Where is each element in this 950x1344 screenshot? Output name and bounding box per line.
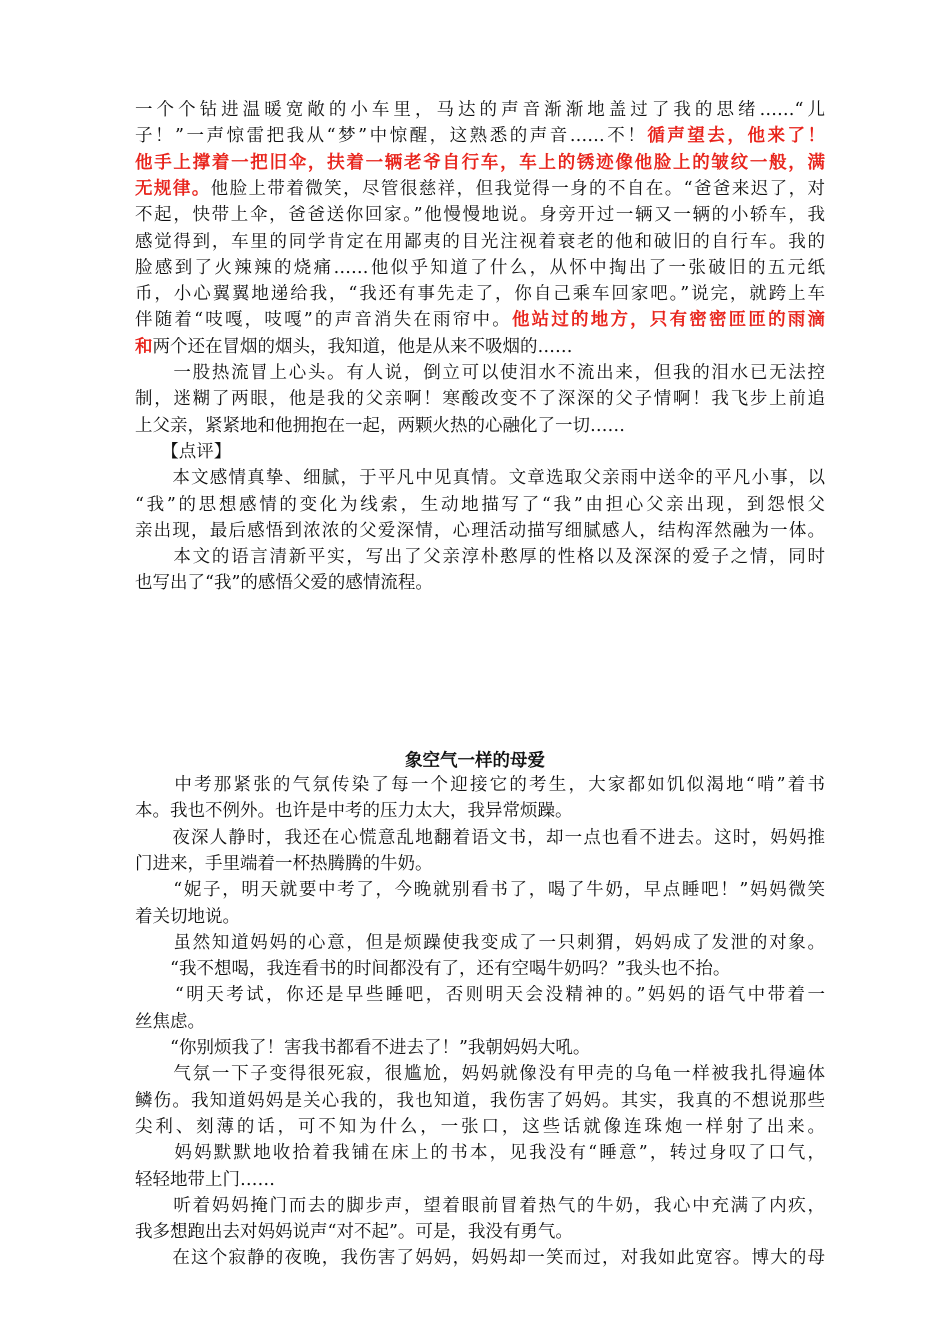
text-line: [135, 465, 825, 491]
text-segment: 亲出现，最后感悟到浓浓的父爱深情，心理活动描写细腻感人，结构浑然融为一体。: [135, 520, 825, 541]
text-segment: 本文的语言清新平实，写出了父亲淳朴憨厚的性格以及深深的爱子之情，同时: [135, 547, 825, 568]
text-segment: 着关切地说。: [135, 906, 240, 927]
text-segment: 一个个钻进温暖宽敞的小车里，马达的声音渐渐地盖过了我的思绪……“儿: [135, 100, 825, 120]
text-line: [135, 281, 825, 307]
text-line: [135, 798, 825, 824]
text-segment: 在这个寂静的夜晚，我伤害了妈妈，妈妈却一笑而过，对我如此宽容。博大的母: [135, 1248, 825, 1269]
text-line: [135, 386, 825, 412]
text-segment: 上父亲，紧紧地和他拥抱在一起，两颗火热的心融化了一切……: [135, 415, 625, 436]
text-line: [135, 1009, 825, 1035]
text-segment: 币，小心翼翼地递给我，“我还有事先走了，你自己乘车回家吧。”说完，就跨上车: [135, 284, 825, 305]
text-segment: 本。我也不例外。也许是中考的压力太大，我异常烦躁。: [135, 801, 573, 822]
text-line: [135, 825, 825, 851]
text-segment: 子！”一声惊雷把我从“梦”中惊醒，这熟悉的声音……不！: [135, 126, 648, 147]
text-segment: 他脸上带着微笑，尽管很慈祥，但我觉得一身的不自在。“爸爸来迟了，对: [210, 178, 825, 199]
text-segment: 也写出了“我”的感悟父爱的感情流程。: [135, 573, 433, 594]
text-line: [135, 518, 825, 544]
text-segment: 不起，快带上伞，爸爸送你回家。”他慢慢地说。身旁开过一辆又一辆的小轿车，我: [135, 205, 825, 226]
text-segment: 鳞伤。我知道妈妈是关心我的，我也知道，我伤害了妈妈。其实，我真的不想说那些: [135, 1090, 825, 1111]
text-segment: 中考那紧张的气氛传染了每一个迎接它的考生，大家都如饥似渴地“啃”着书: [135, 775, 825, 795]
text-line: [135, 877, 825, 903]
highlighted-text: 循声望去，他来了！: [647, 126, 825, 147]
text-line: [135, 1219, 825, 1245]
text-line: [135, 1193, 825, 1219]
highlighted-text: 他手上撑着一把旧伞，扶着一辆老爷自行车，车上的锈迹像他脸上的皱纹一般，满: [135, 152, 825, 173]
text-line: [135, 956, 825, 982]
highlighted-text: 他站过的地方，只有密密匝匝的雨滴: [511, 310, 825, 331]
text-segment: 轻轻地带上门……: [135, 1169, 275, 1190]
highlighted-text: 无规律。: [135, 178, 211, 199]
text-line: [135, 1140, 825, 1166]
highlighted-text: 和: [135, 336, 153, 357]
essay-title: 象空气一样的母爱: [405, 751, 545, 771]
text-segment: 气氛一下子变得很死寂，很尴尬，妈妈就像没有甲壳的乌龟一样被我扎得遍体: [135, 1064, 825, 1085]
text-line: [135, 229, 825, 255]
text-line: [135, 150, 825, 176]
text-segment: “明天考试，你还是早些睡吧，否则明天会没精神的。”妈妈的语气中带着一: [135, 985, 825, 1006]
text-line: [135, 307, 825, 333]
text-line: [135, 1245, 825, 1271]
text-segment: 两个还在冒烟的烟头，我知道，他是从来不吸烟的……: [152, 336, 573, 357]
text-line: [135, 492, 825, 518]
text-line: [135, 97, 825, 123]
text-line: [135, 772, 825, 798]
text-segment: 伴随着“吱嘎，吱嘎”的声音消失在雨帘中。: [135, 310, 512, 331]
text-line: [135, 1035, 825, 1061]
text-segment: 尖利、刻薄的话，可不知为什么，一张口，这些话就像连珠炮一样射了出来。: [135, 1116, 825, 1137]
text-segment: 妈妈默默地收拾着我铺在床上的书本，见我没有“睡意”，转过身叹了口气，: [135, 1143, 825, 1164]
text-segment: “妮子，明天就要中考了，今晚就别看书了，喝了牛奶，早点睡吧！”妈妈微笑: [135, 880, 825, 901]
text-segment: 听着妈妈掩门而去的脚步声，望着眼前冒着热气的牛奶，我心中充满了内疚，: [135, 1195, 825, 1216]
text-line: [135, 439, 825, 465]
text-segment: 我多想跑出去对妈妈说声“对不起”。可是，我没有勇气。: [135, 1222, 573, 1243]
text-line: [135, 930, 825, 956]
text-line: [135, 202, 825, 228]
text-line: [135, 123, 825, 149]
text-segment: 一股热流冒上心头。有人说，倒立可以使泪水不流出来，但我的泪水已无法控: [135, 363, 825, 383]
text-segment: “我不想喝，我连看书的时间都没有了，还有空喝牛奶吗？”我头也不抬。: [135, 959, 731, 980]
text-line: [135, 334, 825, 360]
text-line: [135, 1114, 825, 1140]
text-segment: 夜深人静时，我还在心慌意乱地翻着语文书，却一点也看不进去。这时，妈妈推: [135, 827, 825, 848]
text-segment: “我”的思想感情的变化为线索，生动地描写了“我”由担心父亲出现，到怨恨父: [135, 494, 825, 515]
text-line: [135, 1167, 825, 1193]
text-line: [135, 255, 825, 281]
text-segment: 虽然知道妈妈的心意，但是烦躁使我变成了一只刺猬，妈妈成了发泄的对象。: [135, 932, 825, 953]
text-line: [135, 544, 825, 570]
text-segment: 脸感到了火辣辣的烧痛……他似乎知道了什么，从怀中掏出了一张破旧的五元纸: [135, 257, 825, 278]
text-line: [135, 851, 825, 877]
text-line: [135, 570, 825, 596]
text-line: [135, 413, 825, 439]
text-line: [135, 176, 825, 202]
text-line: [135, 1061, 825, 1087]
text-segment: “你别烦我了！害我书都看不进去了！”我朝妈妈大吼。: [135, 1038, 591, 1058]
text-segment: 门进来，手里端着一杯热腾腾的牛奶。: [135, 853, 433, 874]
text-segment: 【点评】: [135, 441, 232, 462]
text-segment: 丝焦虑。: [135, 1011, 205, 1032]
text-segment: 本文感情真挚、细腻，于平凡中见真情。文章选取父亲雨中送伞的平凡小事，以: [135, 468, 825, 489]
text-line: [135, 904, 825, 930]
text-line: [135, 360, 825, 386]
text-line: [135, 982, 825, 1008]
text-segment: 感觉得到，车里的同学肯定在用鄙夷的目光注视着衰老的他和破旧的自行车。我的: [135, 231, 825, 252]
text-line: [135, 1088, 825, 1114]
text-segment: 制，迷糊了两眼，他是我的父亲啊！寒酸改变不了深深的父子情啊！我飞步上前追: [135, 389, 825, 410]
